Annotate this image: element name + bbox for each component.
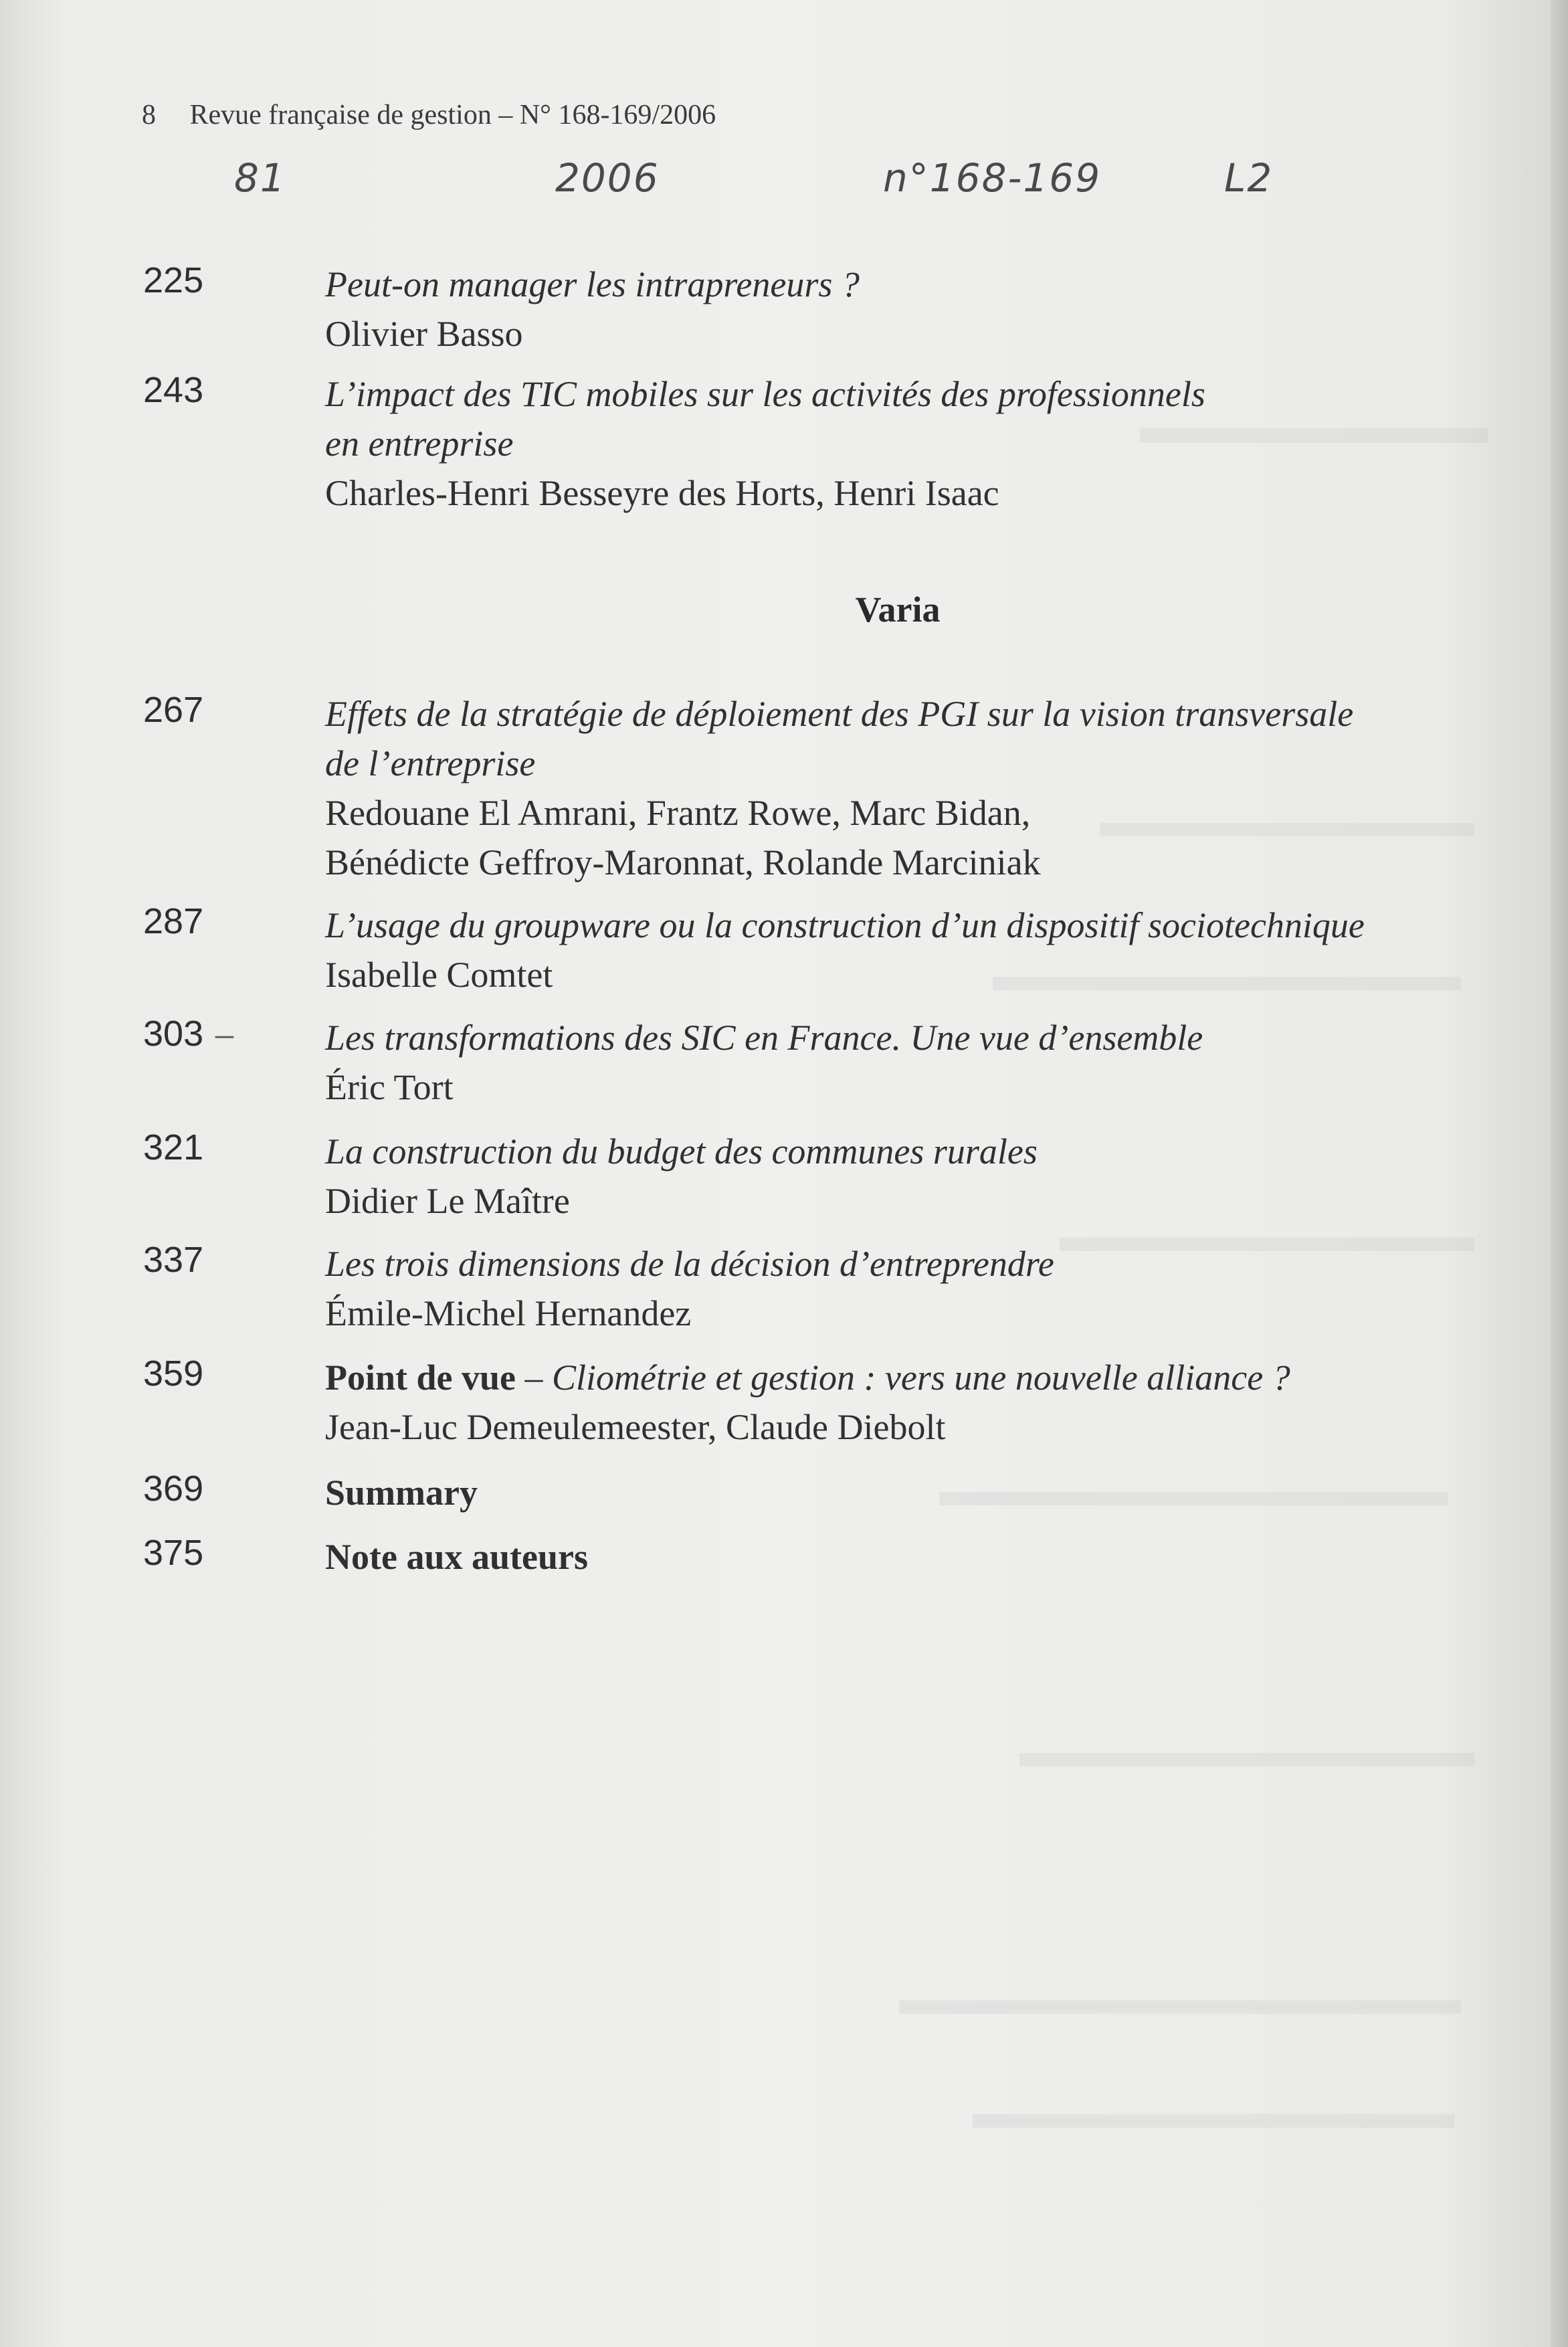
toc-title: Cliométrie et gestion : vers une nouvelle alliance ? <box>552 1357 1290 1398</box>
toc-bold-title: Note aux auteurs <box>325 1537 588 1577</box>
toc-authors-continued: Bénédicte Geffroy-Maronnat, Rolande Marciniak <box>325 842 1041 882</box>
toc-page-number: 243 <box>143 370 204 410</box>
toc-page-number: 287 <box>143 901 204 941</box>
toc-authors: Éric Tort <box>325 1067 454 1107</box>
toc-page-number: 337 <box>143 1240 204 1280</box>
toc-title: Peut-on manager les intrapreneurs ? <box>325 264 860 304</box>
toc-page-number: 267 <box>143 690 204 730</box>
header-page-number: 8 <box>142 100 156 130</box>
margin-dash-mark: – <box>215 1014 233 1054</box>
toc-title: La construction du budget des communes rurales <box>325 1131 1038 1171</box>
toc-title: Les trois dimensions de la décision d’entreprendre <box>325 1244 1054 1284</box>
toc-authors: Charles-Henri Besseyre des Horts, Henri Isaac <box>325 473 999 513</box>
toc-title: Effets de la stratégie de déploiement des PGI sur la vision transversale <box>325 694 1354 734</box>
toc-authors: Didier Le Maître <box>325 1181 570 1221</box>
toc-page-number: 369 <box>143 1469 204 1509</box>
toc-page-number: 375 <box>143 1533 204 1573</box>
toc-title: Les transformations des SIC en France. Une vue d’ensemble <box>325 1018 1203 1058</box>
handwritten-note-left: 81 <box>234 155 286 201</box>
section-heading: Varia <box>855 589 941 630</box>
toc-title: L’impact des TIC mobiles sur les activités des professionnels <box>325 374 1205 414</box>
toc-authors: Olivier Basso <box>325 314 523 354</box>
toc-page-number: 303 <box>143 1014 204 1054</box>
toc-page-number: 225 <box>143 260 204 300</box>
handwritten-note-right: L2 <box>1224 155 1274 201</box>
toc-page-number: 359 <box>143 1353 204 1394</box>
toc-authors: Isabelle Comtet <box>325 955 553 995</box>
toc-title-continued: en entreprise <box>325 424 514 464</box>
handwritten-note-issue: n°168-169 <box>883 155 1102 201</box>
toc-title: L’usage du groupware ou la construction d’un dispositif sociotechnique <box>325 905 1365 945</box>
toc-authors: Redouane El Amrani, Frantz Rowe, Marc Bidan, <box>325 793 1031 833</box>
toc-title-continued: de l’entreprise <box>325 743 536 783</box>
toc-authors: Émile-Michel Hernandez <box>325 1293 692 1333</box>
toc-prefix: Point de vue <box>325 1357 516 1398</box>
toc-page-number: 321 <box>143 1127 204 1167</box>
header-journal-title: Revue française de gestion – N° 168-169/2006 <box>189 100 716 130</box>
toc-bold-title: Summary <box>325 1473 478 1513</box>
handwritten-note-year: 2006 <box>555 155 660 201</box>
running-header <box>142 99 716 131</box>
page-edge-shadow <box>1551 0 1568 2347</box>
toc-separator: – <box>516 1357 553 1398</box>
toc-authors: Jean-Luc Demeulemeester, Claude Diebolt <box>325 1407 946 1447</box>
